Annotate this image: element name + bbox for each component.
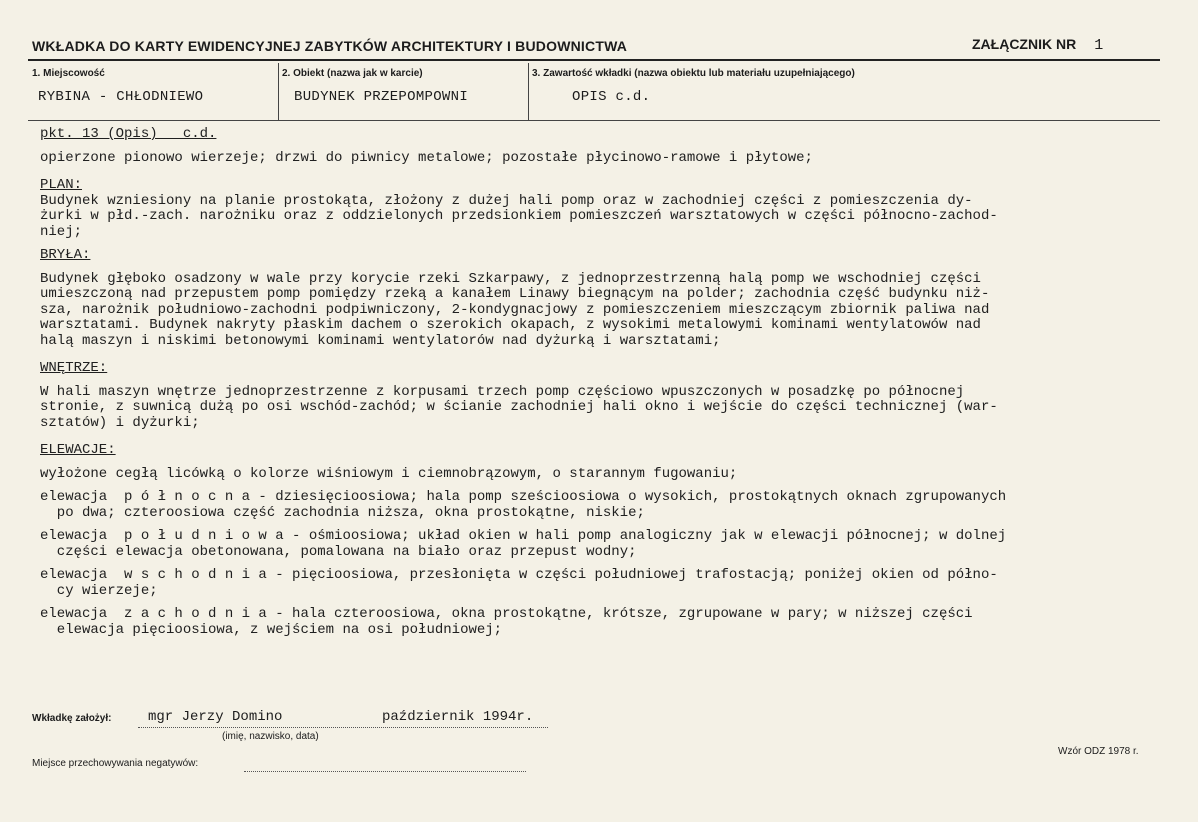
- section-heading-plan: PLAN:: [40, 177, 83, 193]
- text-line: Budynek głęboko osadzony w wale przy korycie rzeki Szkarpawy, z jednoprzestrzenną halą pomp we wschodniej części: [40, 270, 981, 287]
- text-line: wyłożone cegłą licówką o kolorze wiśniowym i ciemnobrązowym, o starannym fugowaniu;: [40, 465, 738, 482]
- text-line: po dwa; czteroosiowa część zachodnia niższa, okna prostokątne, niskie;: [40, 504, 645, 521]
- text-line: niej;: [40, 223, 83, 240]
- created-by-name: mgr Jerzy Domino: [148, 709, 283, 725]
- created-by-hint: (imię, nazwisko, data): [222, 731, 319, 742]
- section-heading-bryla: BRYŁA:: [40, 247, 91, 263]
- created-by-dotted-line: [138, 726, 548, 728]
- text-line: stronie, z suwnicą dużą po osi wschód-zachód; w ścianie zachodniej hali okno i wejście do części technicznej (war-: [40, 399, 998, 415]
- created-date: październik 1994r.: [382, 709, 534, 725]
- text-line: elewacja p ó ł n o c n a - dziesięcioosiowa; hala pomp sześcioosiowa o wysokich, prostokątnych oknach zgrupowanych: [40, 489, 1007, 505]
- text-line: elewacja z a c h o d n i a - hala czteroosiowa, okna prostokątne, krótsze, zgrupowane w pary; w niższej części: [40, 606, 973, 622]
- annex-value: 1: [1094, 37, 1104, 54]
- header-rule: [28, 59, 1160, 61]
- text-line: halą maszyn i niskimi betonowymi kominami wentylatorów nad dyżurką i warsztatami;: [40, 332, 721, 349]
- form-title: WKŁADKA DO KARTY EWIDENCYJNEJ ZABYTKÓW ARCHITEKTURY I BUDOWNICTWA: [32, 38, 628, 54]
- text-line: elewacja pięcioosiowa, z wejściem na osi południowej;: [40, 621, 503, 638]
- storage-label: Miejsce przechowywania negatywów:: [32, 758, 199, 769]
- annex-number: [972, 36, 1103, 54]
- storage-dotted-line: [244, 770, 526, 772]
- text-line: sztatów) i dyżurki;: [40, 414, 200, 431]
- form-model: Wzór ODZ 1978 r.: [1058, 746, 1139, 757]
- typed-description: [40, 122, 1165, 638]
- text-line: cy wierzeje;: [40, 582, 158, 599]
- text-line: elewacja w s c h o d n i a - pięcioosiowa, przesłonięta w części południowej trafostacją; poniżej okien od półno-: [40, 567, 998, 583]
- text-line: sza, narożnik południowo-zachodni podpiwniczony, 2-kondygnacjowy z pomieszczeniem mieszczącym zbiornik paliwa nad: [40, 301, 990, 318]
- header-fields: [28, 63, 1160, 120]
- section-heading-wnetrze: WNĘTRZE:: [40, 360, 108, 376]
- object-label: 2. Obiekt (nazwa jak w karcie): [282, 68, 423, 79]
- fields-rule: [28, 120, 1160, 121]
- created-by-label: Wkładkę założył:: [32, 713, 112, 724]
- field-object: [278, 63, 529, 120]
- field-locality: [28, 63, 279, 120]
- locality-label: 1. Miejscowość: [32, 68, 105, 79]
- annex-label: ZAŁĄCZNIK NR: [972, 36, 1077, 52]
- text-line: żurki w płd.-zach. narożniku oraz z oddzielonych przedsionkiem pomieszczeń warsztatowych w części północno-zachod-: [40, 208, 998, 224]
- text-line: opierzone pionowo wierzeje; drzwi do piwnicy metalowe; pozostałe płycinowo-ramowe i płytowe;: [40, 149, 813, 166]
- text-line: W hali maszyn wnętrze jednoprzestrzenne z korpusami trzech pomp częściowo wpuszczonych w posadzkę po północnej: [40, 383, 965, 400]
- section-heading-elewacje: ELEWACJE:: [40, 442, 116, 458]
- section-heading-continuation: pkt. 13 (Opis) c.d.: [40, 126, 217, 142]
- text-line: części elewacja obetonowana, pomalowana na biało oraz przepust wodny;: [40, 543, 637, 560]
- text-line: elewacja p o ł u d n i o w a - ośmioosiowa; układ okien w hali pomp analogiczny jak w elewacji północnej; w dolnej: [40, 528, 1007, 544]
- locality-value: RYBINA - CHŁODNIEWO: [38, 89, 204, 105]
- object-value: BUDYNEK PRZEPOMPOWNI: [294, 89, 469, 105]
- content-value: OPIS c.d.: [572, 89, 651, 105]
- text-line: umieszczoną nad przepustem pomp pomiędzy rzeką a kanałem Linawy biegnącym na polder; zachodnia część budynku niż-: [40, 286, 990, 302]
- content-label: 3. Zawartość wkładki (nazwa obiektu lub materiału uzupełniającego): [532, 68, 855, 79]
- text-line: warsztatami. Budynek nakryty płaskim dachem o szerokich okapach, z wysokimi metalowymi kominami wentylatowów nad: [40, 317, 981, 333]
- field-content: [528, 63, 1160, 120]
- text-line: Budynek wzniesiony na planie prostokąta, złożony z dużej hali pomp oraz w zachodniej części z pomieszczenia dy-: [40, 192, 973, 209]
